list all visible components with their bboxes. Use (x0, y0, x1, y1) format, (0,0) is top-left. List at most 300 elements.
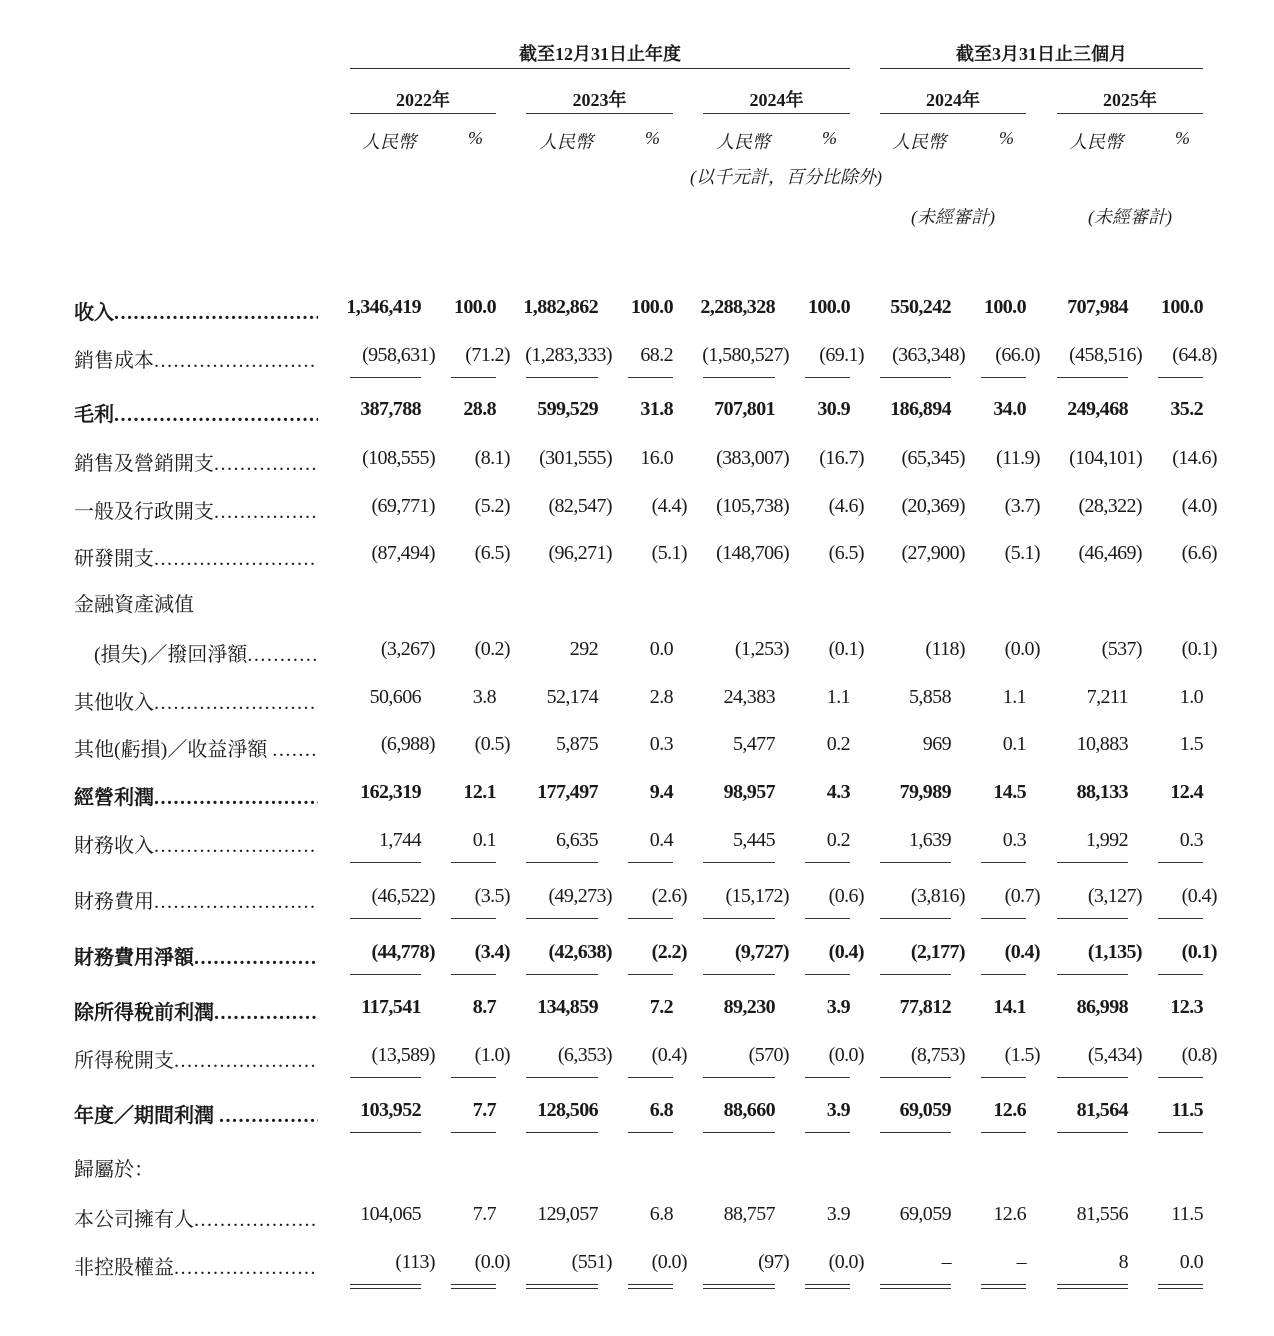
subtotal-rule (703, 974, 775, 975)
amount-cell: (15,172) (725, 885, 789, 907)
unit-currency: 人民幣 (892, 132, 946, 152)
percent-cell: (0.1) (1181, 941, 1217, 963)
percent-cell: (0.0) (1004, 638, 1040, 660)
subtotal-rule (880, 974, 951, 975)
percent-cell: (0.2) (474, 638, 510, 660)
subtotal-rule (628, 377, 673, 378)
row-label-text: 經營利潤 (74, 787, 154, 809)
percent-cell: (0.0) (474, 1251, 510, 1273)
unit-currency: 人民幣 (716, 132, 770, 152)
amount-cell: 89,230 (723, 996, 775, 1018)
percent-cell: 0.0 (1179, 1251, 1203, 1273)
percent-cell: (0.4) (1181, 885, 1217, 907)
percent-cell: (0.8) (1181, 1044, 1217, 1066)
amount-cell: 2,288,328 (700, 296, 775, 318)
year-rule (350, 113, 496, 114)
amount-cell: 88,757 (723, 1203, 775, 1225)
subtotal-rule (1158, 1077, 1203, 1078)
amount-cell: 98,957 (723, 781, 775, 803)
row-label-text: 其他(虧損)／收益淨額 (74, 739, 273, 761)
percent-cell: (0.1) (1181, 638, 1217, 660)
unit-percent: % (822, 128, 837, 148)
percent-cell: 30.9 (817, 398, 850, 420)
row-label-text: 歸屬於： (74, 1159, 154, 1181)
percent-cell: (6.6) (1181, 542, 1217, 564)
amount-cell: 387,788 (360, 398, 421, 420)
percent-cell: (4.6) (828, 495, 864, 517)
subtotal-rule (526, 1077, 598, 1078)
subtotal-rule (350, 918, 421, 919)
amount-cell: 162,319 (360, 781, 421, 803)
unaudited-note: (未經審計) (1088, 207, 1172, 227)
row-label (74, 781, 318, 810)
year-header-2023: 2023年 (572, 90, 627, 110)
percent-cell: 3.9 (826, 996, 850, 1018)
group-rule-annual (350, 68, 850, 69)
amount-cell: 10,883 (1076, 733, 1128, 755)
row-label (74, 638, 318, 667)
percent-cell: 14.1 (993, 996, 1026, 1018)
year-header-q2024: 2024年 (926, 90, 980, 110)
amount-cell: 8 (1118, 1251, 1128, 1273)
row-label-text: 除所得稅前利潤 (74, 1002, 214, 1024)
row-label (74, 829, 318, 858)
amount-cell: 79,989 (899, 781, 951, 803)
subtotal-rule (1158, 377, 1203, 378)
amount-cell: 1,744 (378, 829, 421, 851)
percent-cell: – (1016, 1251, 1026, 1273)
amount-cell: (118) (925, 638, 965, 660)
percent-cell: 11.5 (1171, 1203, 1203, 1225)
amount-cell: 1,992 (1085, 829, 1128, 851)
percent-cell: (69.1) (819, 344, 864, 366)
group-header-quarter: 截至3月31日止三個月 (956, 44, 1127, 64)
percent-cell: 4.3 (826, 781, 850, 803)
percent-cell: 7.7 (472, 1203, 496, 1225)
total-double-rule (805, 1284, 850, 1289)
row-label-text: 收入 (74, 302, 114, 324)
percent-cell: (3.5) (474, 885, 510, 907)
percent-cell: (6.5) (828, 542, 864, 564)
total-double-rule (880, 1284, 951, 1289)
percent-cell: 3.9 (826, 1203, 850, 1225)
subtotal-rule (981, 1077, 1026, 1078)
percent-cell: 6.8 (649, 1099, 673, 1121)
percent-cell: 9.4 (649, 781, 673, 803)
subtotal-rule (451, 974, 496, 975)
subtotal-rule (703, 1077, 775, 1078)
percent-cell: 100.0 (630, 296, 673, 318)
percent-cell: 1.5 (1179, 733, 1203, 755)
amount-cell: (2,177) (910, 941, 965, 963)
percent-cell: (0.7) (1004, 885, 1040, 907)
subtotal-rule (451, 377, 496, 378)
subtotal-rule (350, 377, 421, 378)
amount-cell: (5,434) (1087, 1044, 1142, 1066)
percent-cell: 0.2 (826, 829, 850, 851)
amount-cell: (3,127) (1087, 885, 1142, 907)
percent-cell: (2.6) (651, 885, 687, 907)
year-header-q2025: 2025年 (1103, 90, 1157, 110)
row-label-text: 研發開支 (74, 548, 154, 570)
row-label-text: (損失)／撥回淨額 (74, 644, 248, 666)
percent-cell: (0.0) (828, 1251, 864, 1273)
percent-cell: 100.0 (807, 296, 850, 318)
amount-cell: 6,635 (555, 829, 598, 851)
amount-cell: (6,353) (557, 1044, 612, 1066)
amount-cell: 1,346,419 (346, 296, 421, 318)
row-label (74, 733, 318, 762)
amount-cell: (96,271) (548, 542, 612, 564)
row-label-text: 毛利 (74, 404, 114, 426)
subtotal-rule (805, 1132, 850, 1133)
row-label (74, 1044, 318, 1073)
subtotal-rule (1158, 974, 1203, 975)
percent-cell: 6.8 (649, 1203, 673, 1225)
subtotal-rule (526, 974, 598, 975)
amount-cell: (13,589) (371, 1044, 435, 1066)
percent-cell: 0.0 (649, 638, 673, 660)
percent-cell: 100.0 (983, 296, 1026, 318)
percent-cell: (14.6) (1172, 447, 1217, 469)
percent-cell: 3.8 (472, 686, 496, 708)
year-header-2022: 2022年 (396, 90, 450, 110)
row-label-text: 銷售成本 (74, 350, 154, 372)
amount-cell: (69,771) (371, 495, 435, 517)
amount-cell: (65,345) (901, 447, 965, 469)
row-label-text: 其他收入 (74, 692, 154, 714)
percent-cell: 12.4 (1170, 781, 1203, 803)
amount-cell: (9,727) (734, 941, 789, 963)
row-label-text: 財務費用 (74, 891, 154, 913)
amount-cell: 5,858 (908, 686, 951, 708)
subtotal-rule (805, 918, 850, 919)
amount-cell: (3,267) (380, 638, 435, 660)
subtotal-rule (703, 377, 775, 378)
subtotal-rule (880, 918, 951, 919)
total-double-rule (981, 1284, 1026, 1289)
row-label-text: 一般及行政開支 (74, 501, 214, 523)
percent-cell: 100.0 (1160, 296, 1203, 318)
subtotal-rule (1057, 862, 1128, 863)
row-label-text: 財務收入 (74, 835, 154, 857)
subtotal-rule (628, 1077, 673, 1078)
amount-cell: 7,211 (1086, 686, 1128, 708)
amount-cell: (1,253) (734, 638, 789, 660)
amount-cell: 81,556 (1076, 1203, 1128, 1225)
row-label (74, 447, 318, 476)
row-label (74, 542, 318, 571)
amount-cell: (537) (1101, 638, 1142, 660)
percent-cell: 1.1 (1002, 686, 1026, 708)
subtotal-rule (981, 377, 1026, 378)
row-label (74, 495, 318, 524)
percent-cell: 7.7 (472, 1099, 496, 1121)
amount-cell: 50,606 (369, 686, 421, 708)
subtotal-rule (981, 862, 1026, 863)
total-double-rule (628, 1284, 673, 1289)
amount-cell: (105,738) (716, 495, 789, 517)
subtotal-rule (880, 862, 951, 863)
percent-cell: 14.5 (993, 781, 1026, 803)
amount-cell: (958,631) (362, 344, 435, 366)
percent-cell: 2.8 (649, 686, 673, 708)
amount-cell: (97) (758, 1251, 789, 1273)
percent-cell: (0.5) (474, 733, 510, 755)
subtotal-rule (1057, 377, 1128, 378)
row-label-text: 財務費用淨額 (74, 947, 194, 969)
subtotal-rule (350, 862, 421, 863)
percent-cell: 0.3 (1002, 829, 1026, 851)
amount-cell: (46,522) (371, 885, 435, 907)
total-double-rule (350, 1284, 421, 1289)
percent-cell: (71.2) (465, 344, 510, 366)
row-label (74, 885, 318, 914)
row-label (74, 1251, 318, 1280)
amount-cell: 5,445 (732, 829, 775, 851)
subtotal-rule (451, 1077, 496, 1078)
subtotal-rule (805, 974, 850, 975)
amount-cell: 104,065 (360, 1203, 421, 1225)
amount-cell: (3,816) (910, 885, 965, 907)
percent-cell: 3.9 (826, 1099, 850, 1121)
percent-cell: 28.8 (463, 398, 496, 420)
percent-cell: (3.4) (474, 941, 510, 963)
unit-currency: 人民幣 (1069, 132, 1123, 152)
amount-cell: 103,952 (360, 1099, 421, 1121)
subtotal-rule (981, 974, 1026, 975)
subtotal-rule (981, 918, 1026, 919)
amount-cell: (82,547) (548, 495, 612, 517)
amount-cell: (113) (395, 1251, 435, 1273)
total-double-rule (526, 1284, 598, 1289)
subtotal-rule (703, 918, 775, 919)
unit-percent: % (645, 128, 660, 148)
amount-cell: (458,516) (1069, 344, 1142, 366)
percent-cell: 0.3 (1179, 829, 1203, 851)
percent-cell: (0.6) (828, 885, 864, 907)
subtotal-rule (526, 1132, 598, 1133)
row-label-text: 本公司擁有人 (74, 1209, 194, 1231)
amount-cell: (87,494) (371, 542, 435, 564)
amount-cell: 1,639 (908, 829, 951, 851)
amount-cell: (27,900) (901, 542, 965, 564)
group-header-annual: 截至12月31日止年度 (519, 44, 681, 64)
percent-cell: 34.0 (993, 398, 1026, 420)
percent-cell: (2.2) (651, 941, 687, 963)
amount-cell: 128,506 (537, 1099, 598, 1121)
amount-cell: (1,283,333) (525, 344, 612, 366)
subtotal-rule (805, 862, 850, 863)
amount-cell: 599,529 (537, 398, 598, 420)
amount-cell: 1,882,862 (523, 296, 598, 318)
subtotal-rule (451, 862, 496, 863)
subtotal-rule (628, 862, 673, 863)
subtotal-rule (805, 1077, 850, 1078)
amount-cell: (42,638) (548, 941, 612, 963)
percent-cell: (1.5) (1004, 1044, 1040, 1066)
subtotal-rule (1158, 1132, 1203, 1133)
amount-cell: 88,133 (1076, 781, 1128, 803)
row-label (74, 344, 318, 373)
amount-cell: 292 (569, 638, 598, 660)
total-double-rule (1057, 1284, 1128, 1289)
amount-cell: 5,875 (555, 733, 598, 755)
amount-cell: (551) (571, 1251, 612, 1273)
percent-cell: 7.2 (649, 996, 673, 1018)
percent-cell: (11.9) (996, 447, 1040, 469)
subtotal-rule (350, 1132, 421, 1133)
amount-cell: 707,984 (1067, 296, 1128, 318)
row-label-text: 金融資產減值 (74, 594, 194, 616)
subtotal-rule (526, 862, 598, 863)
percent-cell: 12.3 (1170, 996, 1203, 1018)
total-double-rule (451, 1284, 496, 1289)
unaudited-note: (未經審計) (911, 207, 995, 227)
amount-cell: 707,801 (714, 398, 775, 420)
amount-cell: (49,273) (548, 885, 612, 907)
amount-cell: (1,135) (1087, 941, 1142, 963)
subtotal-rule (451, 1132, 496, 1133)
amount-cell: 186,894 (890, 398, 951, 420)
subtotal-rule (880, 1132, 951, 1133)
percent-cell: (0.0) (828, 1044, 864, 1066)
row-label (74, 588, 194, 617)
percent-cell: (8.1) (474, 447, 510, 469)
amount-cell: 69,059 (899, 1203, 951, 1225)
subtotal-rule (526, 918, 598, 919)
amount-cell: 177,497 (537, 781, 598, 803)
subtotal-rule (805, 377, 850, 378)
unit-percent: % (468, 128, 483, 148)
amount-cell: 88,660 (723, 1099, 775, 1121)
amount-cell: 249,468 (1067, 398, 1128, 420)
amount-cell: (44,778) (371, 941, 435, 963)
percent-cell: 0.1 (472, 829, 496, 851)
subtotal-rule (350, 974, 421, 975)
unit-percent: % (999, 128, 1014, 148)
row-label (74, 1203, 318, 1232)
row-label-text: 年度／期間利潤 (74, 1105, 219, 1127)
amount-cell: (148,706) (716, 542, 789, 564)
units-note: (以千元計，百分比除外) (690, 167, 882, 187)
percent-cell: (5.2) (474, 495, 510, 517)
row-label (74, 686, 318, 715)
percent-cell: (0.4) (828, 941, 864, 963)
amount-cell: (301,555) (539, 447, 612, 469)
percent-cell: (6.5) (474, 542, 510, 564)
row-label-text: 所得稅開支 (74, 1050, 174, 1072)
amount-cell: (104,101) (1069, 447, 1142, 469)
amount-cell: 129,057 (537, 1203, 598, 1225)
total-double-rule (1158, 1284, 1203, 1289)
subtotal-rule (526, 377, 598, 378)
percent-cell: (0.4) (1004, 941, 1040, 963)
percent-cell: 1.1 (826, 686, 850, 708)
year-rule (526, 113, 673, 114)
percent-cell: (5.1) (651, 542, 687, 564)
subtotal-rule (703, 1132, 775, 1133)
percent-cell: (0.4) (651, 1044, 687, 1066)
subtotal-rule (1057, 918, 1128, 919)
row-label (74, 1099, 318, 1128)
subtotal-rule (628, 974, 673, 975)
percent-cell: 0.3 (649, 733, 673, 755)
percent-cell: 11.5 (1171, 1099, 1203, 1121)
percent-cell: 12.6 (993, 1099, 1026, 1121)
percent-cell: 100.0 (453, 296, 496, 318)
row-label (74, 941, 318, 970)
percent-cell: 31.8 (640, 398, 673, 420)
unit-currency: 人民幣 (362, 132, 416, 152)
amount-cell: 969 (922, 733, 951, 755)
amount-cell: 77,812 (899, 996, 951, 1018)
amount-cell: (383,007) (716, 447, 789, 469)
year-rule (703, 113, 850, 114)
percent-cell: (0.0) (651, 1251, 687, 1273)
amount-cell: (8,753) (910, 1044, 965, 1066)
subtotal-rule (1158, 918, 1203, 919)
percent-cell: 0.1 (1002, 733, 1026, 755)
percent-cell: 68.2 (640, 344, 673, 366)
subtotal-rule (628, 1132, 673, 1133)
row-label-text: 銷售及營銷開支 (74, 453, 214, 475)
amount-cell: 134,859 (537, 996, 598, 1018)
subtotal-rule (703, 862, 775, 863)
amount-cell: – (941, 1251, 951, 1273)
unit-currency: 人民幣 (539, 132, 593, 152)
percent-cell: (4.4) (651, 495, 687, 517)
amount-cell: (20,369) (901, 495, 965, 517)
row-label (74, 1153, 154, 1182)
subtotal-rule (1057, 974, 1128, 975)
total-double-rule (703, 1284, 775, 1289)
amount-cell: 117,541 (361, 996, 421, 1018)
subtotal-rule (1057, 1132, 1128, 1133)
percent-cell: 8.7 (472, 996, 496, 1018)
subtotal-rule (628, 918, 673, 919)
amount-cell: (363,348) (892, 344, 965, 366)
row-label-text: 非控股權益 (74, 1257, 174, 1279)
amount-cell: (28,322) (1078, 495, 1142, 517)
percent-cell: 0.2 (826, 733, 850, 755)
percent-cell: (64.8) (1172, 344, 1217, 366)
percent-cell: (66.0) (995, 344, 1040, 366)
percent-cell: 12.1 (463, 781, 496, 803)
percent-cell: (0.1) (828, 638, 864, 660)
percent-cell: (1.0) (474, 1044, 510, 1066)
row-label (74, 996, 318, 1025)
amount-cell: (6,988) (380, 733, 435, 755)
subtotal-rule (880, 1077, 951, 1078)
amount-cell: 550,242 (890, 296, 951, 318)
year-rule (1057, 113, 1203, 114)
percent-cell: (16.7) (819, 447, 864, 469)
row-label (74, 398, 318, 427)
amount-cell: 5,477 (732, 733, 775, 755)
subtotal-rule (451, 918, 496, 919)
unit-percent: % (1175, 128, 1190, 148)
percent-cell: (4.0) (1181, 495, 1217, 517)
amount-cell: (46,469) (1078, 542, 1142, 564)
subtotal-rule (981, 1132, 1026, 1133)
amount-cell: (570) (748, 1044, 789, 1066)
amount-cell: 86,998 (1076, 996, 1128, 1018)
amount-cell: 52,174 (546, 686, 598, 708)
row-label (74, 296, 318, 325)
subtotal-rule (880, 377, 951, 378)
percent-cell: (5.1) (1004, 542, 1040, 564)
